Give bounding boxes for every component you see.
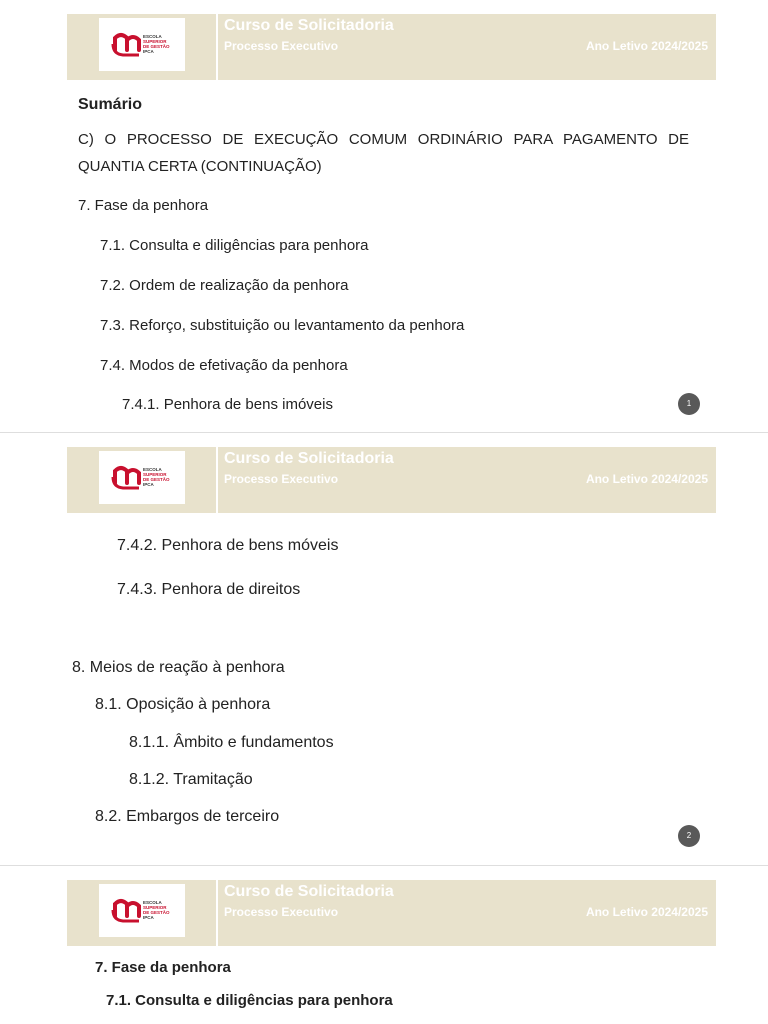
logo-text-3: DE GESTÃO [143,44,170,49]
slide-header [66,446,717,514]
course-title: Curso de Solicitadoria [224,17,394,34]
list-item: 8.1. Oposição à penhora [95,696,271,713]
list-item: 7.4.3. Penhora de direitos [117,581,301,598]
header-divider [216,14,218,80]
list-item: 8.1.2. Tramitação [129,771,253,788]
slide-3 [0,866,768,1024]
slide-header [66,879,717,947]
list-item: 7.4. Modos de efetivação da penhora [100,357,348,374]
header-divider [216,880,218,946]
logo-mark-icon [99,451,185,504]
logo-text-3: DE GESTÃO [143,477,170,482]
logo-text-1: ESCOLA [143,900,162,905]
subject-title: Processo Executivo [224,905,339,919]
page-number-badge: 1 [678,393,700,415]
academic-year: Ano Letivo 2024/2025 [585,39,708,53]
summary-intro: C) O PROCESSO DE EXECUÇÃO COMUM ORDINÁRIO PARA PAGAMENTO DE QUANTIA CERTA (CONTINUAÇÃO) [78,131,689,175]
page-number-badge: 2 [678,825,700,847]
list-item: 7.1. Consulta e diligências para penhora [100,237,369,254]
list-item: 7. Fase da penhora [78,197,209,214]
subject-title: Processo Executivo [224,472,339,486]
list-item: 8.2. Embargos de terceiro [95,808,280,825]
logo-mark-icon [99,884,185,937]
logo-text-2: SUPERIOR [143,905,167,910]
academic-year: Ano Letivo 2024/2025 [585,905,708,919]
logo-text-2: SUPERIOR [143,39,167,44]
course-title: Curso de Solicitadoria [224,883,394,900]
logo-text-4: IPCA [143,49,154,54]
slide-1 [0,0,768,432]
list-item: 7.2. Ordem de realização da penhora [100,277,349,294]
logo-text-2: SUPERIOR [143,472,167,477]
school-logo [99,451,185,504]
summary-heading: Sumário [78,96,143,113]
logo-text-4: IPCA [143,915,154,920]
school-logo [99,18,185,71]
logo-text-1: ESCOLA [143,467,162,472]
logo-mark-icon [99,18,185,71]
subsection-heading: 7.1. Consulta e diligências para penhora [106,992,393,1009]
list-item: 8.1.1. Âmbito e fundamentos [129,734,334,751]
course-title: Curso de Solicitadoria [224,450,394,467]
list-item: 8. Meios de reação à penhora [72,659,285,676]
slide-header [66,13,717,81]
list-item: 7.4.2. Penhora de bens móveis [117,537,339,554]
list-item: 7.3. Reforço, substituição ou levantamento da penhora [100,317,465,334]
list-item: 7.4.1. Penhora de bens imóveis [122,396,333,413]
header-divider [216,447,218,513]
logo-text-4: IPCA [143,482,154,487]
section-heading: 7. Fase da penhora [95,959,231,976]
logo-text-3: DE GESTÃO [143,910,170,915]
school-logo [99,884,185,937]
logo-text-1: ESCOLA [143,34,162,39]
slide-2 [0,433,768,865]
academic-year: Ano Letivo 2024/2025 [585,472,708,486]
subject-title: Processo Executivo [224,39,339,53]
